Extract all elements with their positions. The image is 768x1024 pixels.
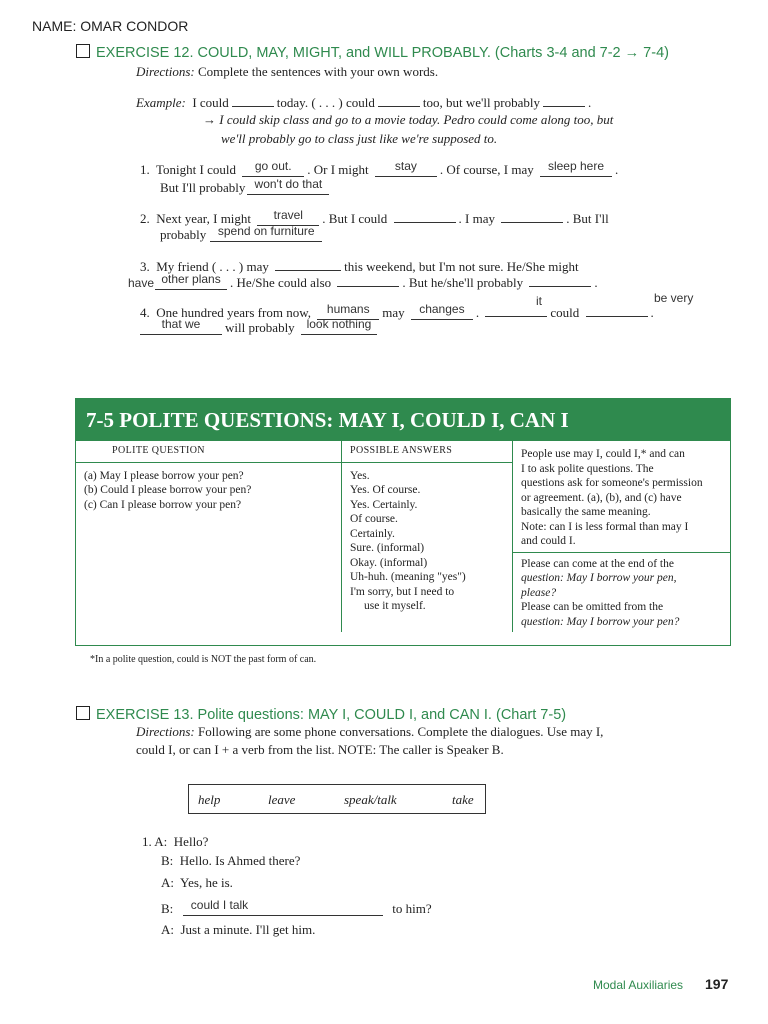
ex12-item-3-blank-3[interactable] <box>337 272 399 287</box>
ex12-item-3-line2: have other plans . He/She could also . But he/she'll probably . <box>128 272 598 290</box>
exercise-12-directions: Directions: Complete the sentences with your own words. <box>136 64 439 79</box>
ex12-item-2-blank-1[interactable]: travel <box>257 211 319 226</box>
exercise-12-title: EXERCISE 12. COULD, MAY, MIGHT, and WILL PROBABLY. (Charts 3-4 and 7-2 → 7-4) <box>76 44 669 61</box>
example-answer-line1: → I could skip class and go to a movie today. Pedro could come along too, but <box>203 112 614 127</box>
dialogue-line-1: 1. A: Hello? <box>142 834 209 849</box>
ex12-item-2-line2: probably spend on furniture <box>160 227 325 243</box>
exercise-13-checkbox[interactable] <box>76 706 90 720</box>
word-list-box <box>188 784 486 814</box>
dialogue-line-3: A: Yes, he is. <box>161 875 233 890</box>
ex12-item-4-blank-1[interactable]: humans <box>317 305 379 320</box>
grammar-chart-7-5 <box>75 398 731 646</box>
ex12-item-2-blank-2[interactable] <box>394 208 456 223</box>
exercise-12-checkbox[interactable] <box>76 44 90 58</box>
ex12-item-2-blank-4[interactable]: spend on furniture <box>210 227 322 242</box>
dialogue-line-5: A: Just a minute. I'll get him. <box>161 922 316 937</box>
dialogue-answer-blank[interactable]: could I talk <box>183 901 383 916</box>
ex12-item-1-blank-3[interactable]: sleep here <box>540 162 612 177</box>
exercise-12-example: Example: I could today. ( . . . ) could too, but we'll probably . <box>136 92 591 111</box>
ex12-item-4-blank-3[interactable] <box>485 302 547 317</box>
chart-table <box>76 441 730 632</box>
ex12-item-4: 4. One hundred years from now, humans may changes . could . <box>140 302 654 320</box>
chart-notes-1: People use may I, could I,* and can I to ask polite questions. The questions ask for someone's permission or agreement. (a), (b), and (c) have basically the same meaning. Note: can I is less formal than may I and could I. <box>513 441 731 552</box>
page-number: 197 <box>705 976 729 992</box>
chart-footnote: *In a polite question, could is NOT the past form of can. <box>90 654 317 665</box>
exercise-13-directions-line1: Directions: Following are some phone conversations. Complete the dialogues. Use may I, <box>136 724 604 739</box>
ex12-item-4-blank-4[interactable] <box>586 302 648 317</box>
chart-notes-2: Please can come at the end of the question: May I borrow your pen, please? Please can be omitted from the question: May I borrow your pen? <box>521 557 680 628</box>
ex12-item-3-blank-4[interactable] <box>529 272 591 287</box>
example-answer-line2: we'll probably go to class just like we're supposed to. <box>221 131 498 146</box>
chart-possible-answers: Yes. Yes. Of course. Yes. Certainly. Of course. Certainly. Sure. (informal) Okay. (informal) Uh-huh. (meaning "yes") I'm sorry, but I need to use it myself. <box>342 462 513 632</box>
chart-title: 7-5 POLITE QUESTIONS: MAY I, COULD I, CAN I <box>76 399 730 441</box>
ex12-item-4-line2: that we will probably look nothing <box>140 320 380 336</box>
dialogue-line-2: B: Hello. Is Ahmed there? <box>161 853 301 868</box>
word-help: help <box>198 792 221 807</box>
ex12-item-1: 1. Tonight I could go out. . Or I might stay . Of course, I may sleep here . <box>140 159 619 177</box>
col-header-possible-answers: POSSIBLE ANSWERS <box>342 441 513 462</box>
word-leave: leave <box>268 792 296 807</box>
ex12-item-3-blank-1[interactable] <box>275 256 341 271</box>
ex12-item-3-blank-2[interactable]: other plans <box>155 275 227 290</box>
col-header-polite-question: POLITE QUESTION <box>76 441 342 462</box>
student-name: NAME: OMAR CONDOR <box>32 18 189 34</box>
ex12-item-1-blank-4[interactable]: won't do that <box>247 180 329 195</box>
word-speak-talk: speak/talk <box>344 792 397 807</box>
chart-polite-questions: (a) May I please borrow your pen? (b) Could I please borrow your pen? (c) Can I please borrow your pen? <box>76 462 342 632</box>
ex12-item-2-blank-3[interactable] <box>501 208 563 223</box>
ex12-item-1-line2: But I'll probably won't do that <box>160 180 332 196</box>
ex12-item-3: 3. My friend ( . . . ) may this weekend, but I'm not sure. He/She might <box>140 256 579 275</box>
footer-section: Modal Auxiliaries <box>593 978 684 992</box>
ex12-item-4-blank-5[interactable]: that we <box>140 320 222 335</box>
exercise-13-directions-line2: could I, or can I + a verb from the list. NOTE: The caller is Speaker B. <box>136 742 504 757</box>
ex12-item-4-answer-it: it <box>536 294 542 308</box>
word-take: take <box>452 792 474 807</box>
ex12-item-4-blank-6[interactable]: look nothing <box>301 320 377 335</box>
exercise-13-title: EXERCISE 13. Polite questions: MAY I, COULD I, and CAN I. (Chart 7-5) <box>76 706 566 723</box>
ex12-item-2: 2. Next year, I might travel . But I could . I may . But I'll <box>140 208 609 226</box>
ex12-item-1-blank-2[interactable]: stay <box>375 162 437 177</box>
ex12-item-4-answer-be-very: be very <box>654 291 694 305</box>
ex12-item-4-blank-2[interactable]: changes <box>411 305 473 320</box>
ex12-item-1-blank-1[interactable]: go out. <box>242 162 304 177</box>
dialogue-line-4: B: could I talk to him? <box>161 898 432 916</box>
